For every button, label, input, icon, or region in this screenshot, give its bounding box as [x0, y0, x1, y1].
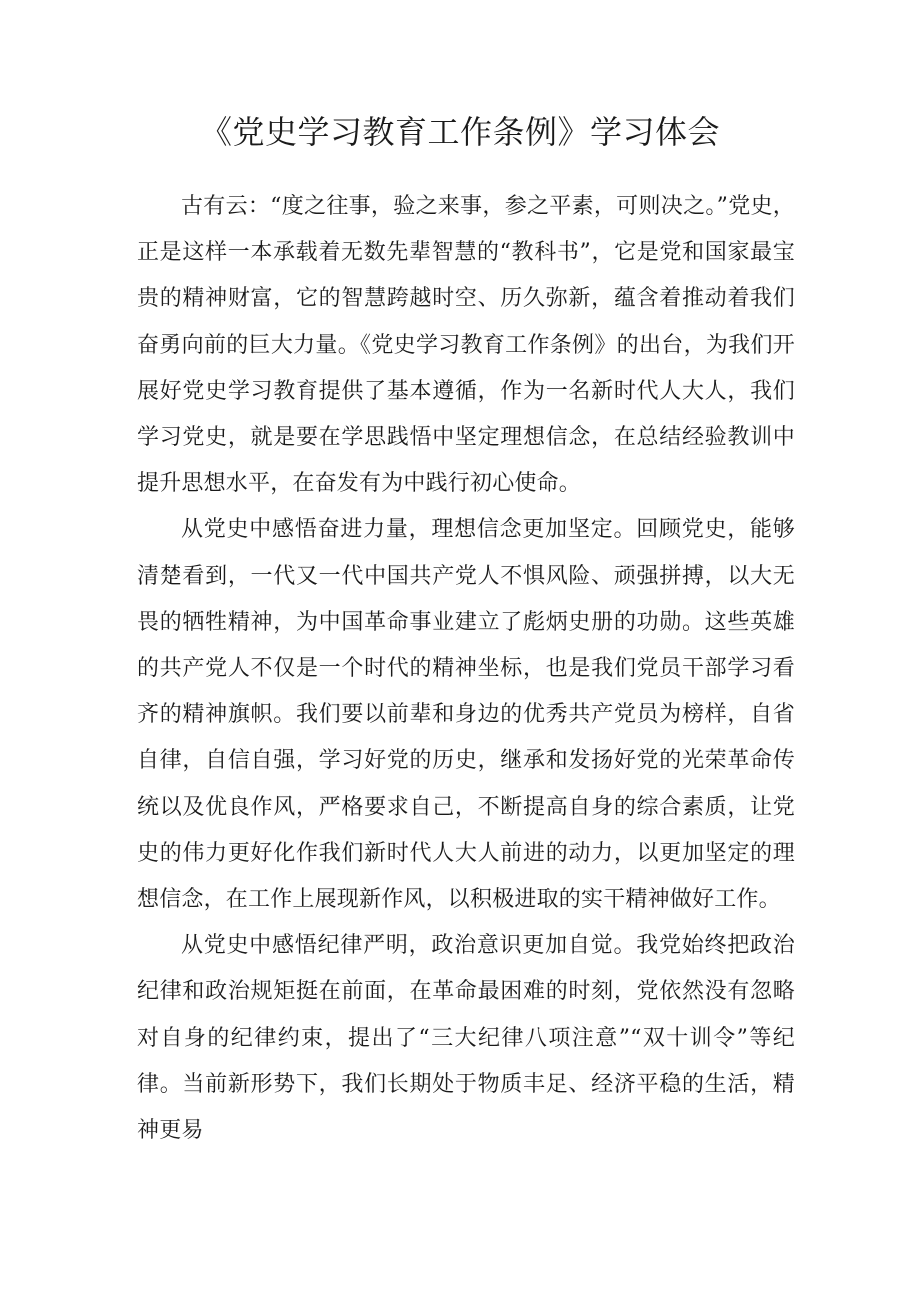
- paragraph-ideals: 从党史中感悟奋进力量，理想信念更加坚定。回顾党史，能够清楚看到，一代又一代中国共产党人不惧风险、顽强拼搏，以大无畏的牺牲精神，为中国革命事业建立了彪炳史册的功勋。这些英雄的共产党人不仅是一个时代的精神坐标，也是我们党员干部学习看齐的精神旗帜。我们要以前辈和身边的优秀共产党员为榜样，自省自律，自信自强，学习好党的历史，继承和发扬好党的光荣革命传统以及优良作风，严格要求自己，不断提高自身的综合素质，让党史的伟力更好化作我们新时代人大人前进的动力，以更加坚定的理想信念，在工作上展现新作风，以积极进取的实干精神做好工作。: [137, 517, 795, 913]
- document-title: 《党史学习教育工作条例》学习体会: [199, 113, 720, 151]
- paragraph-discipline: 从党史中感悟纪律严明，政治意识更加自觉。我党始终把政治纪律和政治规矩挺在前面，在革命最困难的时刻，党依然没有忽略对自身的纪律约束，提出了“三大纪律八项注意”“双十训令”等纪律。当前新形势下，我们长期处于物质丰足、经济平稳的生活，精神更易: [137, 933, 795, 1144]
- document-body: [137, 184, 795, 1154]
- paragraph-intro: 古有云：“度之往事，验之来事，参之平素，可则决之。”党史，正是这样一本承载着无数先辈智慧的“教科书”，它是党和国家最宝贵的精神财富，它的智慧跨越时空、历久弥新，蕴含着推动着我们奋勇向前的巨大力量。《党史学习教育工作条例》的出台，为我们开展好党史学习教育提供了基本遵循，作为一名新时代人大人，我们学习党史，就是要在学思践悟中坚定理想信念，在总结经验教训中提升思想水平，在奋发有为中践行初心使命。: [137, 194, 795, 497]
